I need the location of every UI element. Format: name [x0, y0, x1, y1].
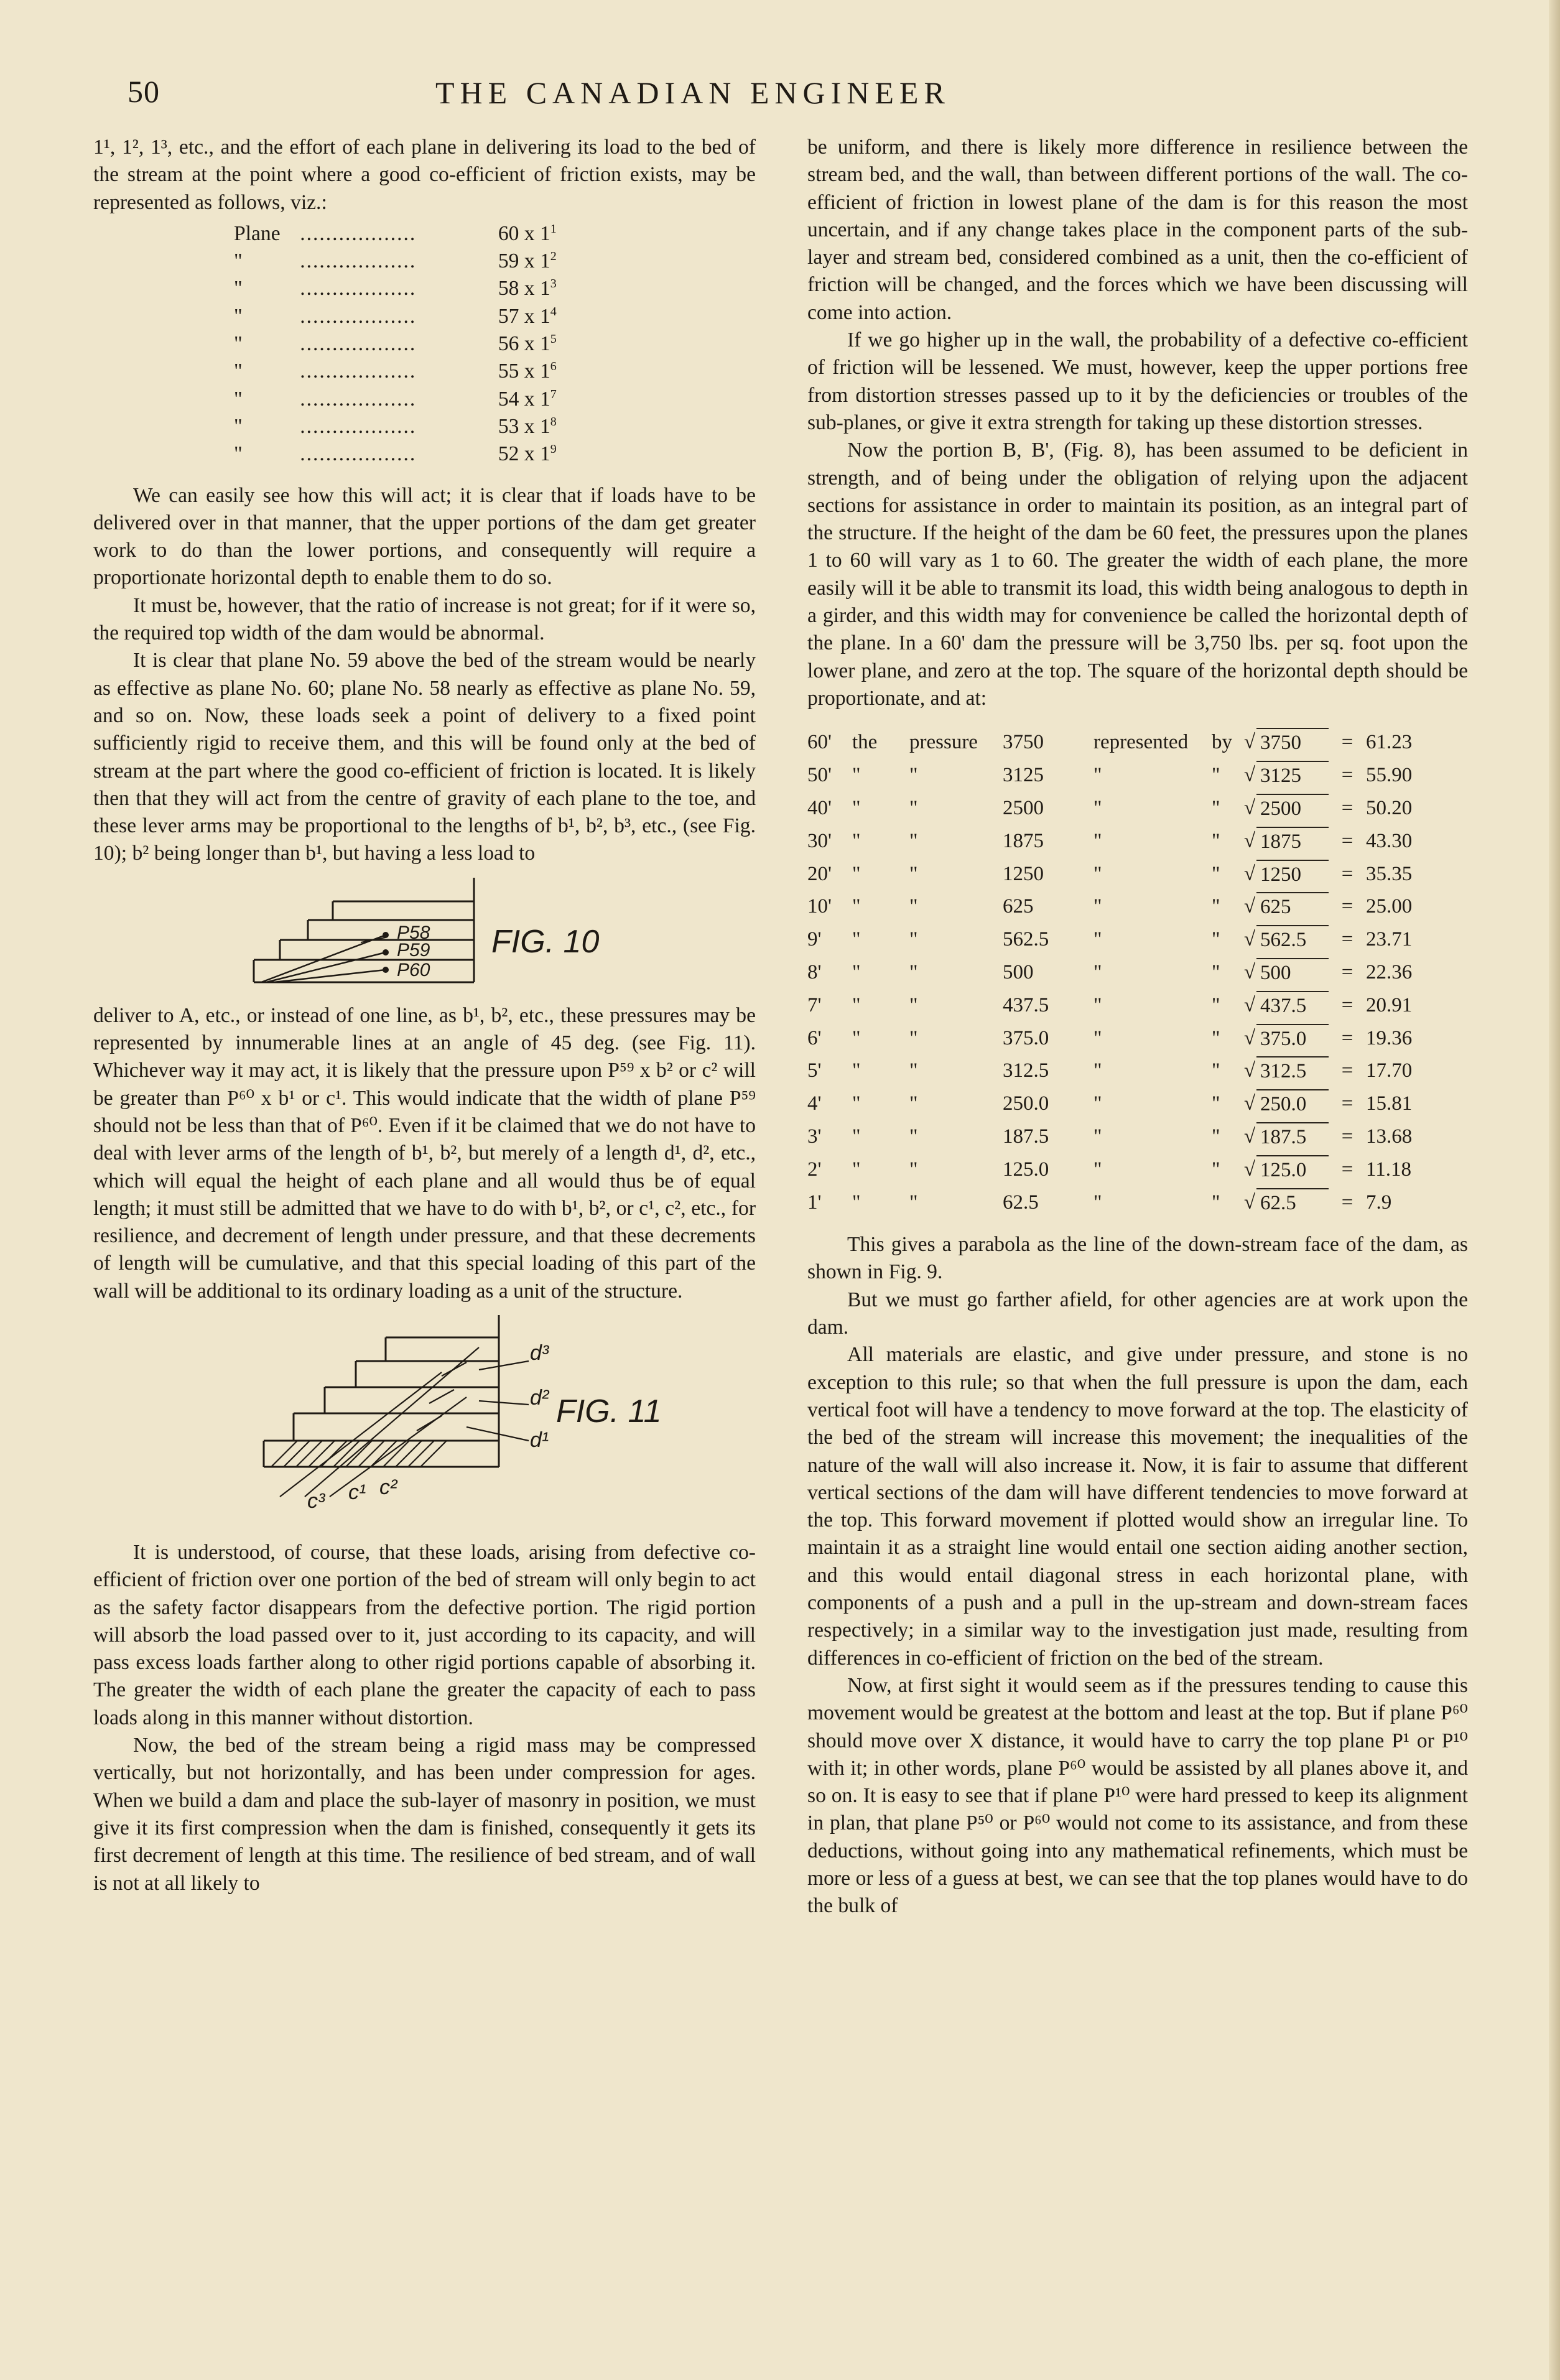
plane-row: " .................. 59 x $1^2$	[234, 249, 557, 273]
figure-10	[93, 873, 756, 997]
equals-sign: =	[1341, 764, 1353, 787]
radicand: 625	[1256, 892, 1329, 921]
pressure-value: 312.5	[1003, 1059, 1049, 1082]
pressure-word-the: "	[852, 1158, 861, 1181]
pressure-word-the: "	[852, 829, 861, 852]
radical-sign: √	[1244, 797, 1256, 820]
equals-sign: =	[1341, 1191, 1353, 1214]
radical-sign: √	[1244, 1059, 1256, 1082]
left-column	[93, 134, 756, 1897]
pressure-height: 10'	[807, 895, 832, 918]
represented-word: "	[1093, 961, 1102, 984]
plane-row: " .................. 53 x $1^8$	[234, 414, 557, 438]
represented-word: "	[1093, 1059, 1102, 1082]
fig10-label-p60: P60	[397, 959, 430, 980]
by-word: "	[1212, 1092, 1220, 1115]
pressure-height: 30'	[807, 829, 832, 852]
square-root-result: 35.35	[1366, 862, 1413, 885]
paragraph: All materials are elastic, and give under pressure, and stone is no exception to this rule; so that when the full pressure is upon the dam, each vertical foot will have a tendency to move forward at the top. The elasticity of the bed of the stream will increase this movement; the inequalities of the nature of the wall will also increase it. Now, it is fair to assume that different vertical sections of the dam will have different tendencies to move forward at the top. This forward movement if plotted would show an irregular line. To maintain it as a straight line would entail one section aiding another section, and this would entail diagonal stress in each horizontal plane, with components of a push and a pull in the up-stream and down-stream faces respectively; in a similar way to the investigation just made, resulting from differences in co-efficient of friction on the bed of the stream.	[807, 1343, 1468, 1670]
radicand: 1875	[1256, 827, 1329, 855]
radical-sign: √	[1244, 961, 1256, 984]
pressure-table	[807, 726, 1468, 1219]
plane-row: " .................. 54 x $1^7$	[234, 387, 557, 411]
pressure-word: "	[909, 993, 918, 1016]
pressure-value: 187.5	[1003, 1125, 1049, 1148]
pressure-word-the: "	[852, 764, 861, 787]
equals-sign: =	[1341, 993, 1353, 1016]
pressure-word: "	[909, 1026, 918, 1049]
pressure-height: 9'	[807, 928, 822, 951]
paragraph: But we must go farther afield, for other agencies are at work upon the dam.	[807, 1288, 1468, 1339]
fig11-label-d3: d³	[530, 1341, 549, 1365]
square-root-result: 25.00	[1366, 895, 1413, 918]
radical-sign: √	[1244, 764, 1256, 787]
radical-sign: √	[1244, 1026, 1256, 1049]
pressure-word-the: "	[852, 797, 861, 820]
pressure-row	[807, 792, 1468, 825]
radical-sign: √	[1244, 928, 1256, 951]
pressure-word-the: "	[852, 961, 861, 984]
radicand: 2500	[1256, 794, 1329, 822]
fig11-label-c3: c³	[307, 1489, 325, 1513]
pressure-word-the: the	[852, 731, 878, 754]
paragraph: Now, the bed of the stream being a rigid mass may be compressed vertically, but not horizontally, and has been under compression for ages. When we build a dam and place the sub-layer of masonry in position, we must give it its first compression when the dam is finished, consequently it gets its first decrement of length at this time. The resilience of bed stream, and of wall is not at all likely to	[93, 1734, 756, 1895]
pressure-height: 2'	[807, 1158, 822, 1181]
pressure-word-the: "	[852, 928, 861, 951]
plane-row: " .................. 52 x $1^9$	[234, 442, 557, 466]
equals-sign: =	[1341, 797, 1353, 820]
radicand: 312.5	[1256, 1056, 1329, 1085]
pressure-value: 62.5	[1003, 1191, 1039, 1214]
equals-sign: =	[1341, 928, 1353, 951]
pressure-word-the: "	[852, 993, 861, 1016]
by-word: by	[1212, 731, 1232, 754]
pressure-value: 2500	[1003, 797, 1044, 820]
radical-sign: √	[1244, 1158, 1256, 1181]
equals-sign: =	[1341, 731, 1353, 754]
pressure-height: 6'	[807, 1026, 822, 1049]
plane-list	[234, 220, 582, 468]
pressure-row	[807, 923, 1468, 956]
pressure-height: 60'	[807, 731, 832, 754]
represented-word: "	[1093, 797, 1102, 820]
plane-row: Plane .................. 60 x $1^1$	[234, 221, 557, 245]
fig11-caption: FIG. 11	[556, 1393, 662, 1429]
square-root-result: 23.71	[1366, 928, 1413, 951]
paragraph: be uniform, and there is likely more difference in resilience between the stream bed, and the wall, than between different portions of the wall. The co-efficient of friction in lowest plane of the dam is for this reason the most uncertain, and if any change takes place in the component parts of the sub-layer and stream bed, considered combined as a unit, then the co-efficient of friction will be changed, and the forces which we have been discussing will come into action.	[807, 136, 1468, 324]
by-word: "	[1212, 1158, 1220, 1181]
square-root-result: 19.36	[1366, 1026, 1413, 1049]
pressure-height: 8'	[807, 961, 822, 984]
equals-sign: =	[1341, 961, 1353, 984]
by-word: "	[1212, 1026, 1220, 1049]
page-number: 50	[128, 74, 160, 109]
pressure-row	[807, 759, 1468, 792]
pressure-height: 40'	[807, 797, 832, 820]
by-word: "	[1212, 797, 1220, 820]
pressure-row	[807, 1120, 1468, 1153]
pressure-word: "	[909, 895, 918, 918]
pressure-word-the: "	[852, 862, 861, 885]
paragraph: It is understood, of course, that these loads, arising from defective co-efficient of friction over one portion of the bed of stream will only begin to act as the safety factor disappears from the defective portion. The rigid portion will absorb the load passed over to it, just according to its capacity, and will pass excess loads farther along to other rigid portions capable of absorbing it. The greater the width of each plane the greater the capacity of each to pass loads along in this manner without distortion.	[93, 1540, 756, 1729]
pressure-row	[807, 956, 1468, 989]
represented-word: "	[1093, 862, 1102, 885]
square-root-result: 15.81	[1366, 1092, 1413, 1115]
pressure-row	[807, 890, 1468, 923]
pressure-word-the: "	[852, 1191, 861, 1214]
right-column	[807, 134, 1468, 1920]
square-root-result: 43.30	[1366, 829, 1413, 852]
radicand: 250.0	[1256, 1089, 1329, 1118]
radical-sign: √	[1244, 862, 1256, 885]
paragraph: We can easily see how this will act; it is clear that if loads have to be delivered over in that manner, that the upper portions of the dam get greater work to do than the lower portions, and consequently will require a proportionate horizontal depth to enable them to do so.	[93, 483, 756, 590]
pressure-value: 3750	[1003, 731, 1044, 754]
pressure-height: 3'	[807, 1125, 822, 1148]
fig10-caption: FIG. 10	[491, 923, 600, 960]
paragraph: It must be, however, that the ratio of increase is not great; for if it were so, the required top width of the dam would be abnormal.	[93, 593, 756, 645]
page-spine-shadow	[1549, 0, 1560, 2380]
pressure-height: 4'	[807, 1092, 822, 1115]
square-root-result: 55.90	[1366, 764, 1413, 787]
pressure-value: 562.5	[1003, 928, 1049, 951]
pressure-value: 1250	[1003, 862, 1044, 885]
pressure-value: 437.5	[1003, 993, 1049, 1016]
pressure-row	[807, 1054, 1468, 1087]
pressure-word: "	[909, 1191, 918, 1214]
square-root-result: 7.9	[1366, 1191, 1392, 1214]
paragraph: This gives a parabola as the line of the down-stream face of the dam, as shown in Fig. 9.	[807, 1233, 1468, 1284]
radicand: 562.5	[1256, 925, 1329, 954]
equals-sign: =	[1341, 1092, 1353, 1115]
pressure-word-the: "	[852, 1026, 861, 1049]
pressure-word: "	[909, 1059, 918, 1082]
by-word: "	[1212, 1125, 1220, 1148]
paragraph: Now the portion B, B', (Fig. 8), has been assumed to be deficient in strength, and of being under the obligation of relying upon the adjacent sections for assistance in order to maintain its position, as an integral part of the structure. If the height of the dam be 60 feet, the pressures upon the planes 1 to 60 will vary as 1 to 60. The greater the width of each plane, the more easily will it be able to transmit its load, this width being analogous to depth in a girder, and this width may for convenience be called the horizontal depth of the plane. In a 60' dam the pressure will be 3,750 lbs. per sq. foot upon the lower plane, and zero at the top. The square of the horizontal depth should be proportionate, and at:	[807, 439, 1468, 710]
represented-word: "	[1093, 928, 1102, 951]
fig10-label-p59: P59	[397, 939, 430, 960]
radicand: 187.5	[1256, 1122, 1329, 1151]
radicand: 1250	[1256, 860, 1329, 888]
figure-11	[93, 1310, 756, 1534]
radical-sign: √	[1244, 895, 1256, 918]
represented-word: "	[1093, 829, 1102, 852]
pressure-height: 50'	[807, 764, 832, 787]
pressure-value: 500	[1003, 961, 1034, 984]
pressure-row	[807, 1021, 1468, 1054]
pressure-word-the: "	[852, 1092, 861, 1115]
fig10-label-p58: P58	[397, 922, 430, 943]
by-word: "	[1212, 961, 1220, 984]
pressure-word-the: "	[852, 1125, 861, 1148]
plane-row: " .................. 58 x $1^3$	[234, 277, 557, 300]
by-word: "	[1212, 993, 1220, 1016]
pressure-row	[807, 1186, 1468, 1219]
radical-sign: √	[1244, 1092, 1256, 1115]
by-word: "	[1212, 928, 1220, 951]
pressure-word: pressure	[909, 731, 978, 754]
square-root-result: 61.23	[1366, 731, 1413, 754]
pressure-value: 625	[1003, 895, 1034, 918]
represented-word: "	[1093, 1026, 1102, 1049]
pressure-word: "	[909, 797, 918, 820]
pressure-row	[807, 1087, 1468, 1120]
pressure-word: "	[909, 829, 918, 852]
pressure-word: "	[909, 1158, 918, 1181]
paragraph: deliver to A, etc., or instead of one line, as b¹, b², etc., these pressures may be represented by innumerable lines at an angle of 45 deg. (see Fig. 11). Whichever way it may act, it is likely that the pressure upon P⁵⁹ x b² or c² will be greater than P⁶⁰ x b¹ or c¹. This would indicate that the width of plane P⁵⁹ should not be less than that of P⁶⁰. Even if it be claimed that we do not have to deal with lever arms of the length of b¹, b², but merely of a length d¹, d², etc., which will equal the height of each plane and all would thus be of equal length; it must still be admitted that we have to do with b¹, b², or c¹, c², etc., for resilience, and decrement of length under pressure, and that these decrements of length will be cumulative, and that this special loading of this part of the wall will be additional to its ordinary loading as a unit of the structure.	[93, 1003, 756, 1303]
pressure-row	[807, 1153, 1468, 1186]
represented-word: represented	[1093, 731, 1189, 754]
pressure-height: 1'	[807, 1191, 822, 1214]
equals-sign: =	[1341, 1125, 1353, 1148]
by-word: "	[1212, 862, 1220, 885]
equals-sign: =	[1341, 829, 1353, 852]
radicand: 3750	[1256, 728, 1329, 756]
represented-word: "	[1093, 993, 1102, 1016]
radicand: 3125	[1256, 761, 1329, 789]
radicand: 62.5	[1256, 1188, 1329, 1217]
pressure-row	[807, 989, 1468, 1022]
radical-sign: √	[1244, 731, 1256, 754]
pressure-word: "	[909, 928, 918, 951]
pressure-word: "	[909, 862, 918, 885]
radical-sign: √	[1244, 993, 1256, 1016]
pressure-word: "	[909, 961, 918, 984]
paragraph: If we go higher up in the wall, the probability of a defective co-efficient of friction will be lessened. We must, however, keep the upper portions free from distortion stresses passed up to it by the deficiencies or troubles of the sub-planes, or give it extra strength for taking up these distortion stresses.	[807, 328, 1468, 434]
radicand: 437.5	[1256, 991, 1329, 1020]
equals-sign: =	[1341, 1158, 1353, 1181]
pressure-word-the: "	[852, 1059, 861, 1082]
represented-word: "	[1093, 1158, 1102, 1181]
represented-word: "	[1093, 764, 1102, 787]
square-root-result: 13.68	[1366, 1125, 1413, 1148]
by-word: "	[1212, 1059, 1220, 1082]
square-root-result: 22.36	[1366, 961, 1413, 984]
equals-sign: =	[1341, 862, 1353, 885]
equals-sign: =	[1341, 1059, 1353, 1082]
pressure-word-the: "	[852, 895, 861, 918]
radical-sign: √	[1244, 1191, 1256, 1214]
equals-sign: =	[1341, 895, 1353, 918]
plane-row: " .................. 56 x $1^5$	[234, 332, 557, 356]
square-root-result: 11.18	[1366, 1158, 1412, 1181]
pressure-value: 250.0	[1003, 1092, 1049, 1115]
represented-word: "	[1093, 1191, 1102, 1214]
radicand: 125.0	[1256, 1155, 1329, 1184]
square-root-result: 20.91	[1366, 993, 1413, 1016]
represented-word: "	[1093, 1092, 1102, 1115]
pressure-value: 3125	[1003, 764, 1044, 787]
fig11-label-c2: c²	[379, 1475, 397, 1499]
by-word: "	[1212, 829, 1220, 852]
radical-sign: √	[1244, 829, 1256, 852]
square-root-result: 50.20	[1366, 797, 1413, 820]
equals-sign: =	[1341, 1026, 1353, 1049]
paragraph: 1¹, 1², 1³, etc., and the effort of each plane in delivering its load to the bed of the stream at the point where a good co-efficient of friction exists, may be represented as follows, viz.:	[93, 136, 756, 214]
pressure-value: 125.0	[1003, 1158, 1049, 1181]
radicand: 500	[1256, 958, 1329, 987]
fig11-label-c1: c¹	[348, 1480, 366, 1504]
pressure-height: 7'	[807, 993, 822, 1016]
pressure-word: "	[909, 764, 918, 787]
plane-row: " .................. 55 x $1^6$	[234, 360, 557, 383]
radicand: 375.0	[1256, 1024, 1329, 1053]
pressure-word: "	[909, 1125, 918, 1148]
fig11-label-d2: d²	[530, 1385, 549, 1410]
represented-word: "	[1093, 1125, 1102, 1148]
pressure-row	[807, 726, 1468, 759]
by-word: "	[1212, 895, 1220, 918]
represented-word: "	[1093, 895, 1102, 918]
square-root-result: 17.70	[1366, 1059, 1413, 1082]
by-word: "	[1212, 1191, 1220, 1214]
pressure-value: 375.0	[1003, 1026, 1049, 1049]
pressure-word: "	[909, 1092, 918, 1115]
pressure-height: 20'	[807, 862, 832, 885]
paragraph: It is clear that plane No. 59 above the bed of the stream would be nearly as effective as plane No. 60; plane No. 58 nearly as effective as plane No. 59, and so on. Now, these loads seek a point of delivery to a fixed point sufficiently rigid to receive them, and this will be found only at the bed of stream at the part where the good co-efficient of friction is located. It is likely then that they will act from the centre of gravity of each plane to the toe, and these lever arms may be proportional to the lengths of b¹, b², b³, etc., (see Fig. 10); b² being longer than b¹, but having a less load to	[93, 649, 756, 865]
fig11-label-d1: d¹	[530, 1428, 549, 1452]
paragraph: Now, at first sight it would seem as if the pressures tending to cause this movement would be greatest at the bottom and least at the top. But if plane P⁶⁰ should move over X distance, it would have to carry the top plane P¹ or P¹⁰ with it; in other words, plane P⁶⁰ would be assisted by all planes above it, and so on. It is easy to see that if plane P¹⁰ were hard pressed to keep its alignment in plan, that plane P⁵⁰ or P⁶⁰ would not come to its assistance, and from these deductions, without going into any mathematical refinements, which must be more or less of a guess at best, we can see that the top planes would have to do the bulk of	[807, 1673, 1468, 1918]
by-word: "	[1212, 764, 1220, 787]
pressure-row	[807, 825, 1468, 858]
radical-sign: √	[1244, 1125, 1256, 1148]
journal-title: THE CANADIAN ENGINEER	[435, 75, 950, 110]
pressure-value: 1875	[1003, 829, 1044, 852]
pressure-height: 5'	[807, 1059, 822, 1082]
plane-row: " .................. 57 x $1^4$	[234, 304, 557, 328]
pressure-row	[807, 857, 1468, 890]
